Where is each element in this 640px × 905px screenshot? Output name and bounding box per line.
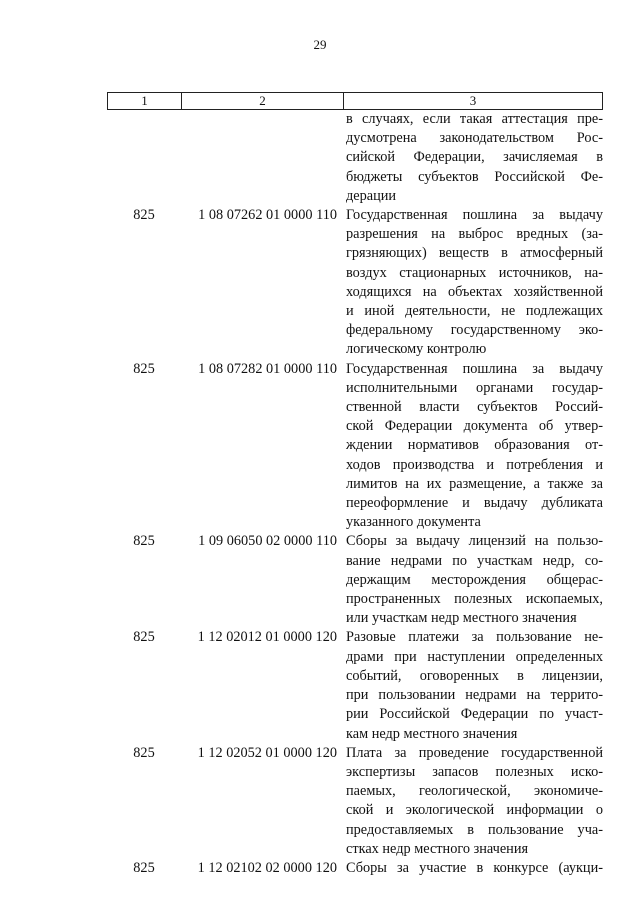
admin-code-cell (107, 110, 181, 206)
admin-code-cell: 825 (133, 360, 155, 377)
description-line: сийской Федерации, зачисляемая в (346, 149, 603, 166)
table-row (107, 859, 603, 878)
admin-code-cell: 825 (133, 629, 155, 646)
table-body (107, 110, 603, 878)
description-line: в случаях, если такая аттестация пре- (346, 111, 603, 127)
description-line: паемых, геологической, экономиче- (346, 783, 603, 800)
description-line: ской Федерации документа об утвер- (346, 418, 603, 435)
description-line: разрешения на выброс вредных (за- (346, 226, 603, 243)
revenue-description-cell (343, 628, 603, 743)
header-col-2: 2 (182, 93, 344, 109)
table-row (107, 628, 603, 743)
revenue-description-cell (343, 859, 603, 878)
description-line: ждении нормативов образования от- (346, 437, 603, 454)
budget-classification-code-cell: 1 08 07262 01 0000 110 (198, 207, 337, 224)
description-line: стках недр местного значения (346, 840, 529, 857)
description-line: Сборы за участие в конкурсе (аукци- (346, 859, 603, 876)
description-line: событий, оговоренных в лицензии, (346, 667, 603, 684)
table-row (107, 744, 603, 859)
description-line: Сборы за выдачу лицензий на пользо- (346, 533, 603, 550)
description-line: указанного документа (346, 514, 481, 531)
revenue-description-cell (343, 360, 603, 533)
description-line: Плата за проведение государственной (346, 744, 603, 761)
table-row (107, 532, 603, 628)
description-line: предоставляемых в пользование уча- (346, 821, 603, 838)
description-line: бюджеты субъектов Российской Фе- (346, 168, 603, 185)
description-line: дусмотрена законодательством Рос- (346, 130, 603, 147)
description-line: кам недр местного значения (346, 725, 518, 742)
description-line: пространенных полезных ископаемых, (346, 591, 603, 608)
description-line: держащим месторождения общерас- (346, 571, 603, 588)
revenue-description-cell (343, 532, 603, 628)
description-line: исполнительными органами государ- (346, 379, 603, 396)
description-line: воздух стационарных источников, на- (346, 264, 603, 281)
admin-code-cell: 825 (133, 207, 155, 224)
description-line: ской и экологической информации о (346, 802, 603, 819)
description-line: федеральному государственному эко- (346, 322, 603, 339)
table-row (107, 110, 603, 206)
description-line: вание недрами по участкам недр, со- (346, 552, 603, 569)
header-col-1: 1 (108, 93, 182, 109)
description-line: ходящихся на объектах хозяйственной (346, 283, 603, 300)
description-line: ходов производства и потребления и (346, 456, 603, 473)
table-header-row (107, 92, 603, 110)
admin-code-cell: 825 (133, 533, 155, 550)
description-line: ственной власти субъектов Россий- (346, 399, 603, 416)
table-row (107, 206, 603, 360)
description-line: и иной деятельности, не подлежащих (346, 303, 603, 320)
description-line: логическому контролю (346, 341, 487, 358)
page-number: 29 (313, 37, 327, 52)
description-line: Государственная пошлина за выдачу (346, 360, 603, 377)
admin-code-cell: 825 (133, 859, 155, 876)
description-line: лимитов на их размещение, а также за (346, 475, 603, 492)
description-line: Разовые платежи за пользование не- (346, 629, 603, 646)
revenue-description-cell (343, 206, 603, 360)
budget-classification-code-cell: 1 12 02052 01 0000 120 (197, 744, 337, 761)
budget-classification-code-cell (181, 110, 343, 206)
description-line: рии Российской Федерации по участ- (346, 706, 603, 723)
description-line: или участкам недр местного значения (346, 610, 577, 627)
description-line: при пользовании недрами на террито- (346, 687, 603, 704)
description-line: драми при наступлении определенных (346, 648, 603, 665)
budget-classification-code-cell: 1 12 02102 02 0000 120 (197, 859, 337, 876)
header-col-3: 3 (469, 93, 477, 108)
description-line: экспертизы запасов полезных иско- (346, 763, 603, 780)
revenue-description-cell (343, 110, 603, 206)
admin-code-cell: 825 (133, 744, 155, 761)
description-line: грязняющих) веществ в атмосферный (346, 245, 603, 262)
revenue-description-cell (343, 744, 603, 859)
budget-classification-code-cell: 1 12 02012 01 0000 120 (197, 629, 337, 646)
budget-classification-code-cell: 1 09 06050 02 0000 110 (198, 533, 337, 550)
description-line: переоформление и выдачу дубликата (346, 495, 603, 512)
description-line: Государственная пошлина за выдачу (346, 207, 603, 224)
budget-code-table (107, 92, 603, 878)
budget-classification-code-cell: 1 08 07282 01 0000 110 (198, 360, 337, 377)
description-line: дерации (346, 187, 397, 204)
table-row (107, 360, 603, 533)
